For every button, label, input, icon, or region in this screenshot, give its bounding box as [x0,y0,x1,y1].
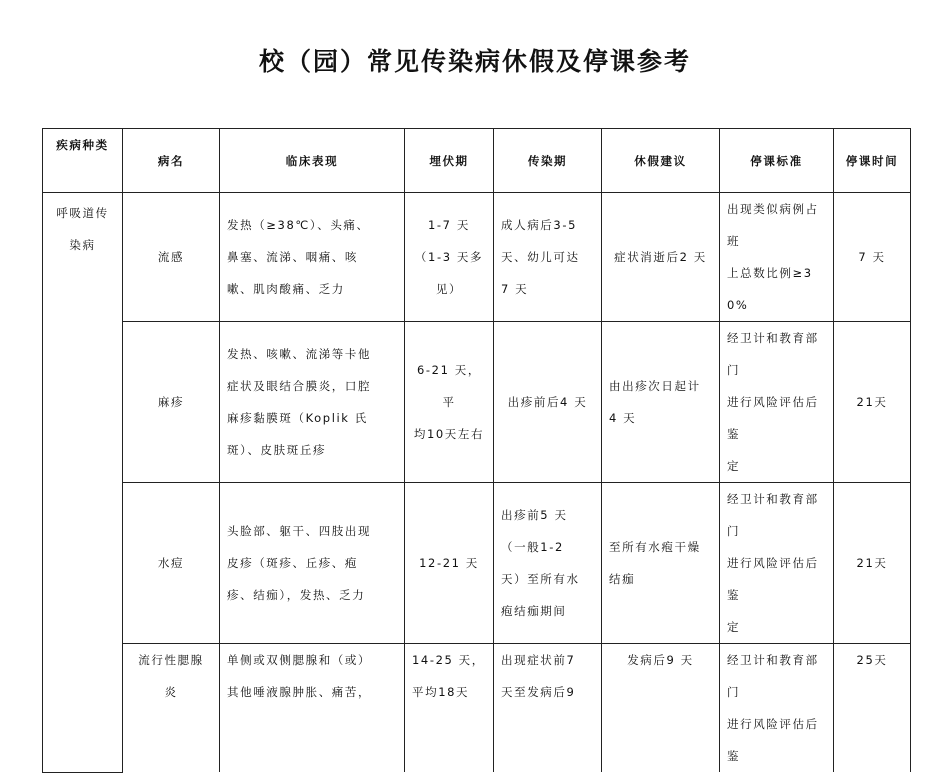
cell-line: 呼吸道传 [56,206,109,220]
cell-line: 4 天 [609,411,637,425]
cell-line: 症状消逝后2 天 [614,250,707,264]
cell-line: 其他唾液腺肿胀、痛苦， [227,685,372,699]
header-standard: 停课标准 [720,129,834,193]
header-disease-type: 疾病种类 [43,129,123,193]
cell-line: 出现症状前7 [501,653,576,667]
clinical-cell [220,644,405,773]
cell-line: 皮疹（斑疹、丘疹、疱 [227,556,358,570]
cell-line: （一般1-2 [501,540,564,554]
contagious-cell [494,322,602,483]
incubation-cell [405,193,494,322]
cell-line: 14-25 天， [412,653,485,667]
header-duration: 停课时间 [834,129,911,193]
cell-line: 经卫计和教育部门 [727,492,819,538]
header-clinical: 临床表现 [220,129,405,193]
leave-cell [602,483,720,644]
table-row [43,644,911,773]
header-row [43,129,911,193]
clinical-cell [220,483,405,644]
cell-line: 天）至所有水 [501,572,580,586]
cell-line: 发病后9 天 [627,653,694,667]
cell-line: 发热（≥38℃）、头痛、 [227,218,370,232]
cell-line: 头脸部、躯干、四肢出现 [227,524,372,538]
cell-line: 单侧或双侧腮腺和（或） [227,653,372,667]
clinical-cell [220,322,405,483]
standard-cell [720,193,834,322]
disease-name [123,483,220,644]
duration-cell: 7 天 [834,193,911,322]
cell-line: 定 [727,620,741,634]
cell-line: 水痘 [157,556,185,570]
cell-line: 疹、结痂），发热、乏力 [227,588,366,602]
cell-line: 经卫计和教育部门 [727,653,819,699]
cell-line: 炎 [164,685,178,699]
leave-cell [602,322,720,483]
cell-line: 出现类似病例占班 [727,202,819,248]
standard-cell [720,644,834,773]
leave-cell [602,644,720,773]
cell-line: 成人病后3-5 [501,218,577,232]
header-incubation: 埋伏期 [405,129,494,193]
cell-line: 出疹前后4 天 [507,395,588,409]
category-cell [43,193,123,773]
header-disease-name: 病名 [123,129,220,193]
cell-line: 12-21 天 [419,556,479,570]
cell-line: 进行风险评估后鉴 [727,556,819,602]
incubation-cell [405,322,494,483]
disease-name [123,193,220,322]
contagious-cell [494,483,602,644]
table-row [43,193,911,322]
duration-cell: 25天 [834,644,911,773]
clinical-cell [220,193,405,322]
cell-line: 出疹前5 天 [501,508,568,522]
cell-line: 上总数比例≥30% [727,266,813,312]
cell-line: 症状及眼结合膜炎，口腔 [227,379,372,393]
table-row [43,483,911,644]
cell-line: 斑）、皮肤斑丘疹 [227,443,327,457]
table-row [43,322,911,483]
disease-name [123,644,220,773]
cell-line: 见） [435,282,463,296]
cell-line: 经卫计和教育部门 [727,331,819,377]
cell-line: 1-7 天 [428,218,470,232]
cell-line: 定 [727,459,741,473]
incubation-cell [405,483,494,644]
cell-line: 鼻塞、流涕、咽痛、咳 [227,250,358,264]
cell-line: 流感 [157,250,185,264]
cell-line: 发热、咳嗽、流涕等卡他 [227,347,372,361]
cell-line: 均10天左右 [413,427,485,441]
cell-line: 7 天 [501,282,529,296]
cell-line: 天、幼儿可达 [501,250,580,264]
cell-line: 进行风险评估后鉴 [727,717,819,763]
incubation-cell [405,644,494,773]
cell-line: 疱结痂期间 [501,604,567,618]
contagious-cell [494,193,602,322]
cell-line: 平均18天 [412,685,470,699]
cell-line: 麻疹黏膜斑（Koplik 氏 [227,411,368,425]
duration-cell: 21天 [834,322,911,483]
cell-line: 由出疹次日起计 [609,379,701,393]
page-title: 校（园）常见传染病休假及停课参考 [258,47,691,76]
cell-line: 嗽、肌肉酸痛、乏力 [227,282,345,296]
duration-cell: 21天 [834,483,911,644]
standard-cell [720,483,834,644]
cell-line: 天至发病后9 [501,685,576,699]
cell-line: 进行风险评估后鉴 [727,395,819,441]
cell-line: 结痂 [609,572,636,586]
cell-line: 染病 [69,238,96,252]
header-contagious: 传染期 [494,129,602,193]
disease-table [42,128,911,773]
standard-cell [720,322,834,483]
header-leave: 休假建议 [602,129,720,193]
cell-line: 6-21 天，平 [417,363,481,409]
cell-line: （1-3 天多 [414,250,484,264]
cell-line: 麻疹 [157,395,185,409]
cell-line: 至所有水疱干燥 [609,540,701,554]
contagious-cell [494,644,602,773]
cell-line: 流行性腮腺 [138,653,204,667]
leave-cell [602,193,720,322]
disease-name [123,322,220,483]
